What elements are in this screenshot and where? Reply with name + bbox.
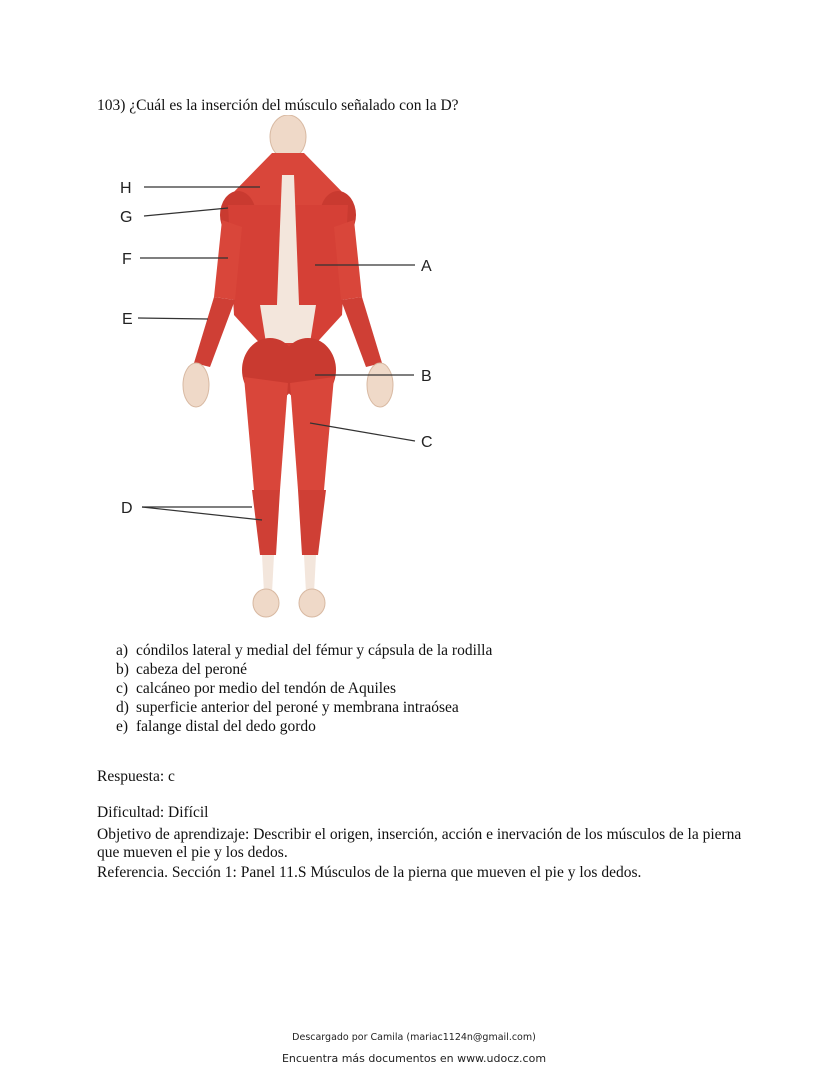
option-letter: b) [116, 661, 129, 678]
left-calf-shape [252, 490, 280, 555]
udocz-link[interactable]: Encuentra más documentos en www.udocz.com [281, 1052, 547, 1065]
label-b: B [421, 368, 432, 385]
option-text: calcáneo por medio del tendón de Aquiles [136, 680, 396, 697]
leader-line-g [144, 208, 228, 216]
option-letter: d) [116, 699, 129, 716]
muscle-diagram [110, 115, 440, 625]
question-text: 103) ¿Cuál es la inserción del músculo señalado con la D? [97, 97, 459, 114]
option-b [116, 660, 492, 679]
left-hand-shape [183, 363, 209, 407]
right-thigh-shape [290, 377, 334, 490]
answer-options [116, 641, 492, 736]
option-e [116, 717, 492, 736]
right-hand-shape [367, 363, 393, 407]
option-letter: c) [116, 680, 129, 697]
left-foot-shape [253, 589, 279, 617]
label-c: C [421, 434, 433, 451]
head-shape [270, 115, 306, 159]
learning-objective: Objetivo de aprendizaje: Describir el origen, inserción, acción e inervación de los músculos de la pierna que mueven el pie y los dedos. [97, 826, 742, 861]
option-a [116, 641, 492, 660]
label-g: G [120, 209, 133, 226]
label-e: E [122, 311, 133, 328]
option-text: superficie anterior del peroné y membrana intraósea [136, 699, 459, 716]
label-h: H [120, 180, 132, 197]
left-forearm-shape [194, 297, 235, 367]
label-f: F [122, 251, 132, 268]
option-letter: a) [116, 642, 129, 659]
leader-line-e [138, 318, 208, 319]
leader-line-d2 [142, 507, 262, 520]
option-letter: e) [116, 718, 129, 735]
left-achilles-shape [262, 555, 274, 593]
label-a: A [421, 258, 432, 275]
difficulty-text: Dificultad: Difícil [97, 804, 209, 821]
lumbar-fascia-shape [260, 305, 316, 343]
left-thigh-shape [244, 377, 288, 490]
option-text: falange distal del dedo gordo [136, 718, 316, 735]
option-text: cóndilos lateral y medial del fémur y cápsula de la rodilla [136, 642, 493, 659]
right-forearm-shape [341, 297, 382, 367]
option-c [116, 679, 492, 698]
right-calf-shape [298, 490, 326, 555]
option-text: cabeza del peroné [136, 661, 248, 678]
label-d: D [121, 500, 133, 517]
option-d [116, 698, 492, 717]
right-achilles-shape [304, 555, 316, 593]
reference-text: Referencia. Sección 1: Panel 11.S Músculos de la pierna que mueven el pie y los dedos. [97, 864, 642, 881]
right-foot-shape [299, 589, 325, 617]
answer-text: Respuesta: c [97, 768, 175, 785]
download-notice: Descargado por Camila (mariac1124n@gmail.com) [292, 1032, 536, 1043]
